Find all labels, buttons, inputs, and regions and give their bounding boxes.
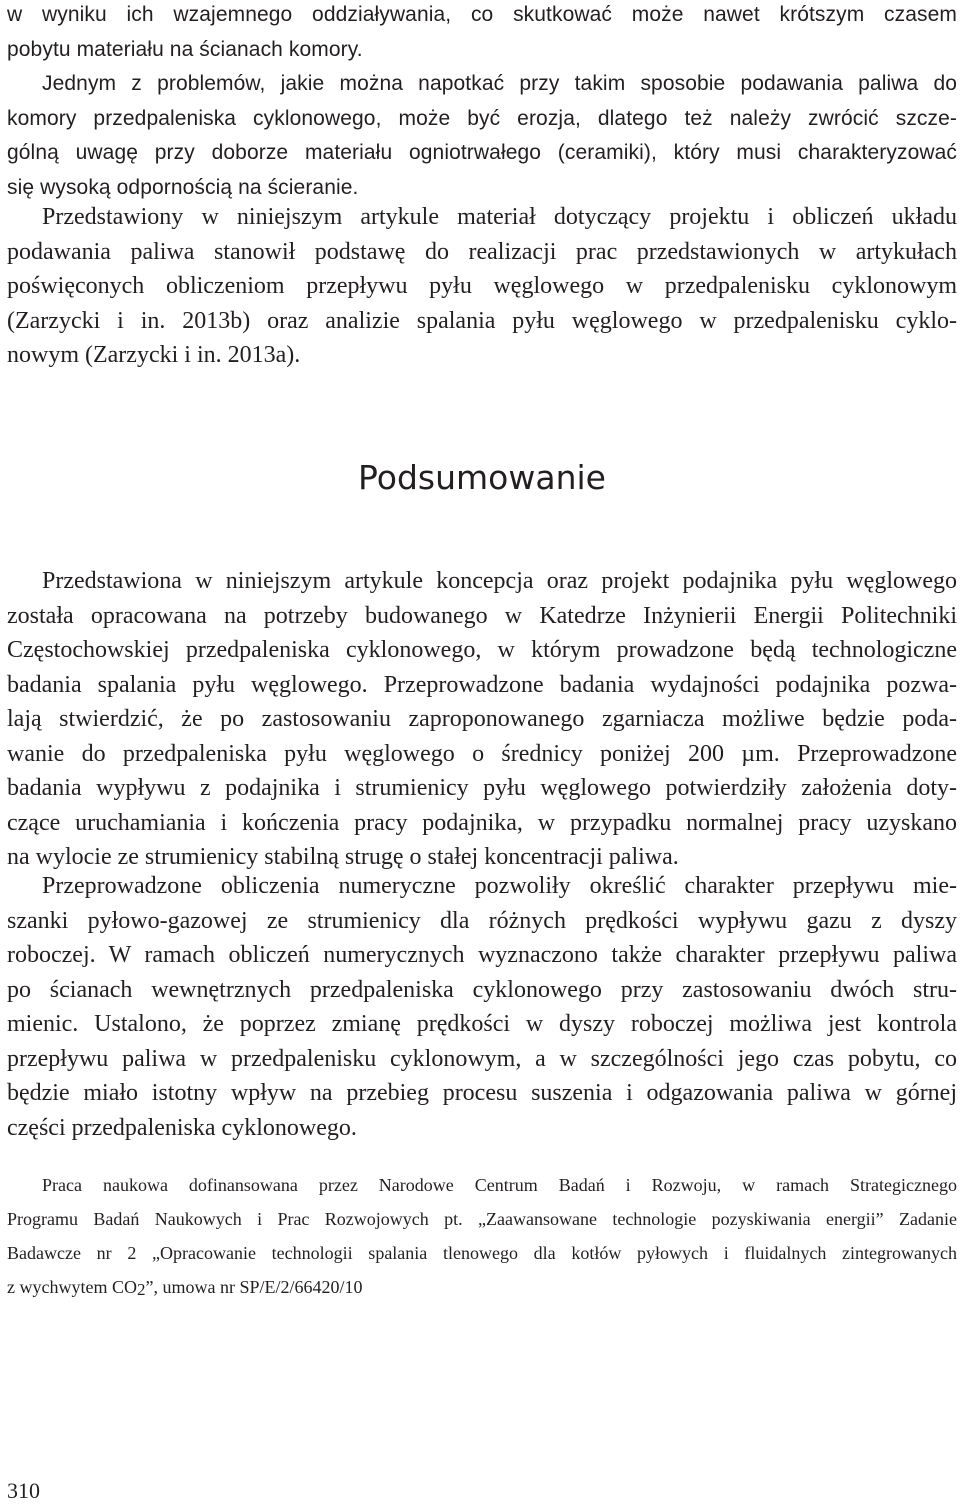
text-line: się wysoką odpornością na ścieranie.: [7, 175, 359, 199]
text-line: pobytu materiału na ścianach komory.: [7, 37, 363, 61]
text-line: wanie do przedpaleniska pyłu węglowego o średnicy poniżej 200 µm. Przeprowadzone: [7, 740, 957, 767]
section-heading: Podsumowanie: [358, 458, 606, 497]
text-line: w wyniku ich wzajemnego oddziaływania, co skutkować może nawet krótszym czasem: [7, 3, 957, 26]
text-line: roboczej. W ramach obliczeń numerycznych wyznaczono także charakter przepływu paliwa: [7, 942, 957, 968]
text-line: badania spalania pyłu węglowego. Przeprowadzone badania wydajności podajnika pozwa-: [7, 671, 957, 698]
footnote-line: Programu Badań Naukowych i Prac Rozwojowych pt. „Zaawansowane technologie pozyskiwania energii” Zadanie: [7, 1209, 957, 1229]
text-line: będzie miało istotny wpływ na przebieg procesu suszenia i odgazowania paliwa w górnej: [7, 1080, 957, 1106]
text-line: Przedstawiony w niniejszym artykule materiał dotyczący projektu i obliczeń układu: [42, 204, 957, 230]
footnote-text: ”, umowa nr SP/E/2/66420/10: [145, 1277, 363, 1297]
text-line: (Zarzycki i in. 2013b) oraz analizie spalania pyłu węglowego w przedpalenisku cyklo-: [7, 307, 957, 334]
footnote-line: Praca naukowa dofinansowana przez Narodowe Centrum Badań i Rozwoju, w ramach Strategicznego: [42, 1175, 957, 1195]
text-line: czące uruchamiania i kończenia pracy podajnika, w przypadku normalnej pracy uzyskano: [7, 809, 957, 836]
summary-paragraph: [7, 869, 957, 1145]
text-line: poświęconych obliczeniom przepływu pyłu węglowego w przedpalenisku cyklonowym: [7, 273, 957, 299]
text-line: Przeprowadzone obliczenia numeryczne pozwoliły określić charakter przepływu mie-: [42, 873, 957, 899]
text-line: Przedstawiona w niniejszym artykule koncepcja oraz projekt podajnika pyłu węglowego: [42, 568, 957, 594]
text-line: nowym (Zarzycki i in. 2013a).: [7, 342, 301, 368]
text-line: komory przedpaleniska cyklonowego, może być erozja, dlatego też należy zwrócić szcze-: [7, 106, 957, 130]
footnote-text: z wychwytem CO: [7, 1277, 137, 1297]
page-number: 310: [7, 1478, 40, 1503]
summary-paragraph: [7, 564, 957, 875]
paragraph-material: [7, 200, 957, 373]
text-line: szanki pyłowo-gazowej ze strumienicy dla różnych prędkości wypływu gazu z dyszy: [7, 907, 957, 934]
text-line: na wylocie ze strumienicy stabilną strugę o stałej koncentracji paliwa.: [7, 844, 679, 870]
text-line: po ścianach wewnętrznych przedpaleniska cyklonowego przy zastosowaniu dwóch stru-: [7, 976, 957, 1003]
text-line: podawania paliwa stanowił podstawę do realizacji prac przedstawionych w artykułach: [7, 238, 957, 265]
funding-note: [7, 1168, 957, 1304]
text-line: przepływu paliwa w przedpalenisku cyklonowym, a w szczególności jego czas pobytu, co: [7, 1045, 957, 1072]
paragraph-continuation: [7, 0, 957, 205]
footnote-line: [7, 1270, 957, 1304]
text-line: gólną uwagę przy doborze materiału ogniotrwałego (ceramiki), który musi charakteryzować: [7, 141, 957, 164]
text-line: lają stwierdzić, że po zastosowaniu zaproponowanego zgarniacza możliwe będzie poda-: [7, 706, 957, 732]
text-line: Częstochowskiej przedpaleniska cyklonowego, w którym prowadzone będą technologiczne: [7, 637, 957, 663]
text-line: została opracowana na potrzeby budowanego w Katedrze Inżynierii Energii Politechniki: [7, 602, 957, 629]
chemical-subscript: 2: [136, 1280, 146, 1299]
text-line: Jednym z problemów, jakie można napotkać przy takim sposobie podawania paliwa do: [42, 72, 957, 95]
text-line: części przedpaleniska cyklonowego.: [7, 1114, 357, 1141]
footnote-line: Badawcze nr 2 „Opracowanie technologii spalania tlenowego dla kotłów pyłowych i fluidalnych zintegrowanych: [7, 1243, 957, 1263]
text-line: mienic. Ustalono, że poprzez zmianę prędkości w dyszy roboczej możliwa jest kontrola: [7, 1011, 957, 1037]
text-line: badania wypływu z podajnika i strumienicy pyłu węglowego potwierdziły założenia doty-: [7, 775, 957, 801]
